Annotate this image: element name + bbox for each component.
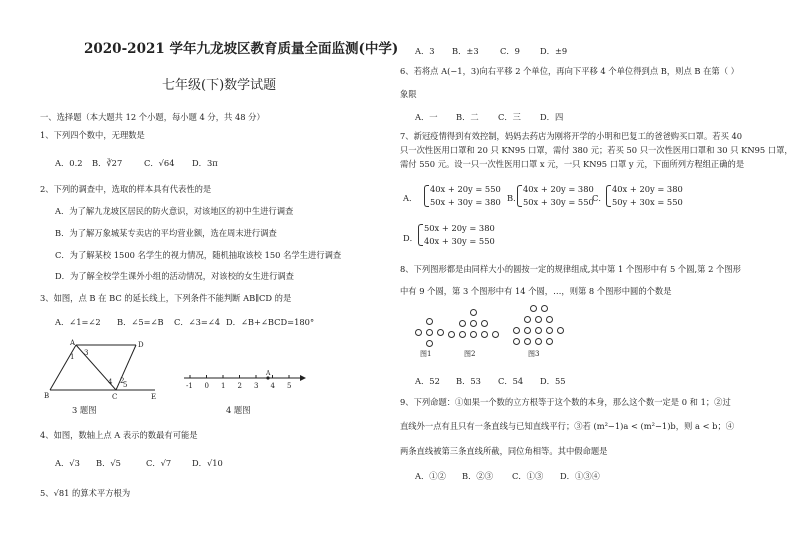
question-1-option-b: B．∛27 [92,158,123,168]
question-3-option-a: A．∠1=∠2 [55,317,101,327]
line-ab [50,345,76,390]
question-4-option-d: D．√10 [192,458,223,468]
question-9-option-a: A．①② [415,471,446,481]
question-9-line-2: 直线外一点有且只有一条直线与已知直线平行；③若 (m²−1)a < (m²−1)b，则 a < b；④ [400,421,735,431]
system-c-eq-2: 50y + 30x = 550 [612,197,683,207]
pattern-circle [546,327,553,334]
question-1-option-c: C．√64 [144,158,175,168]
pattern-circle [513,338,520,345]
question-7-system-a [424,183,501,209]
question-5-option-c: C．9 [500,46,520,56]
question-6-option-d: D．四 [540,112,564,122]
system-d-eq-1: 50x + 20y = 380 [424,223,495,233]
pattern-circle [535,338,542,345]
system-c-eq-1: 40x + 20y = 380 [612,184,683,194]
figure-3-parallelogram [40,338,170,416]
question-3-stem: 3、如图，点 B 在 BC 的延长线上，下列条件不能判断 AB∥CD 的是 [40,293,292,303]
question-9-option-b: B．②③ [462,471,493,481]
question-9-line-1: 9、下列命题：①如果一个数的立方根等于这个数的本身，那么这个数一定是 0 和 1；②过 [400,397,731,407]
question-8-line-2: 中有 9 个圆，第 3 个图形中有 14 个圆，…，则第 8 个图形中圆的个数是 [400,286,672,296]
question-7-line-2: 只一次性医用口罩和 20 只 KN95 口罩，需付 380 元；若买 50 只一次性医用口罩和 30 只 KN95 口罩， [400,145,793,155]
question-4-option-b: B．√5 [96,458,121,468]
pattern-circle [470,320,477,327]
question-9-option-c: C．①③ [512,471,544,481]
question-8-option-d: D．55 [540,376,566,386]
pattern-circle [481,320,488,327]
pattern-circle [437,329,444,336]
pattern-circle [530,305,537,312]
question-3-option-d: D．∠B+∠BCD=180° [226,317,315,327]
angle-1: 1 [70,353,75,361]
pattern-circle [492,331,499,338]
pattern-circle [546,338,553,345]
pattern-circle [513,327,520,334]
section-heading: 一、选择题（本大题共 12 个小题，每小题 4 分，共 48 分） [40,112,265,122]
question-9-option-d: D．①③④ [560,471,600,481]
axis-tick-label: 5 [287,382,292,390]
axis-arrow [300,375,306,381]
point-a-label: A [266,370,271,377]
question-5-option-a: A．3 [415,46,435,56]
pattern-circle [524,316,531,323]
question-6-line-1: 6、若将点 A(−1，3)向右平移 2 个单位，再向下平移 4 个单位得到点 B，则点 B 在第（ ） [400,66,739,76]
question-1-option-a: A．0.2 [55,158,83,168]
axis-tick-label: 1 [221,382,226,390]
question-8-option-c: C．54 [498,376,524,386]
axis-tick-label: 0 [204,382,209,390]
pattern-circle [448,331,455,338]
axis-tick-label: 2 [237,382,242,390]
question-6-line-2: 象限 [400,89,417,99]
system-d-eq-2: 40x + 30y = 550 [424,236,495,246]
question-5-option-d: D．±9 [540,46,568,56]
question-8-option-a: A．52 [415,376,440,386]
question-5-option-b: B．±3 [452,46,479,56]
pattern-circle [459,320,466,327]
question-1-option-d: D．3π [192,158,218,168]
pattern-circle [541,305,548,312]
pattern-circle [481,331,488,338]
question-7-label-b: B． [507,193,522,203]
system-b-eq-2: 50x + 30y = 550 [523,197,594,207]
pattern-caption-1: 图1 [420,350,432,358]
point-d: D [138,341,144,349]
question-6-option-b: B．二 [456,112,479,122]
system-b-eq-1: 40x + 20y = 380 [523,184,594,194]
axis-tick-label: 4 [270,382,275,390]
question-7-label-a: A． [403,193,418,203]
question-8-line-1: 8、下列图形都是由同样大小的圆按一定的规律组成,其中第 1 个图形中有 5 个圆,第 2 个图形 [400,264,741,274]
axis-tick-label: -1 [186,382,193,390]
pattern-caption-3: 图3 [528,350,540,358]
pattern-circle [524,327,531,334]
question-4-option-c: C．√7 [146,458,172,468]
pattern-circle [535,316,542,323]
question-7-label-d: D． [403,233,418,243]
figure-4-number-line [180,370,308,396]
question-2-stem: 2、下列的调查中，选取的样本具有代表性的是 [40,184,212,194]
question-2-option-a: A．为了解九龙坡区居民的防火意识，对该地区的初中生进行调查 [55,206,294,216]
pattern-circle [546,316,553,323]
question-7-system-d [418,222,495,248]
system-a-eq-1: 40x + 20y = 550 [430,184,501,194]
question-7-line-3: 需付 550 元。设一只一次性医用口罩 x 元，一只 KN95 口罩 y 元，下面所列方程组正确的是 [400,159,745,169]
pattern-circle [470,331,477,338]
pattern-circle [524,338,531,345]
question-4-option-a: A．√3 [55,458,80,468]
figure-4-caption: 4 题图 [226,405,251,415]
question-4-stem: 4、如图，数轴上点 A 表示的数最有可能是 [40,430,198,440]
point-b: B [44,392,50,400]
question-7-line-1: 7、新冠疫情得到有效控制，妈妈去药店为刚将开学的小明和巴复工的爸爸购买口罩。若买 40 [400,131,743,141]
pattern-circle [415,329,422,336]
question-7-label-c: C． [592,193,607,203]
pattern-circle [470,309,477,316]
question-6-option-c: C．三 [498,112,521,122]
exam-title: 2020-2021 学年九龙坡区教育质量全面监测(中学) [84,41,399,57]
question-7-system-b [517,183,594,209]
pattern-circle [557,327,564,334]
pattern-circle [535,327,542,334]
pattern-circle [426,329,433,336]
question-3-option-c: C．∠3=∠4 [174,317,221,327]
figure-3-caption: 3 题图 [72,405,97,415]
point-a: A [70,339,76,347]
pattern-circle [426,340,433,347]
angle-4: 4 [108,378,113,386]
angle-5: 5 [123,381,128,389]
question-2-option-b: B．为了解万象城某专卖店的平均营业额，选在周末进行调查 [55,228,277,238]
question-8-option-b: B．53 [456,376,481,386]
pattern-circle [426,318,433,325]
question-2-option-d: D．为了解全校学生课外小组的活动情况，对该校的女生进行调查 [55,271,294,281]
point-c: C [112,393,118,401]
angle-2: 2 [120,377,125,385]
question-2-option-c: C．为了解某校 1500 名学生的视力情况，随机抽取该校 150 名学生进行调查 [55,250,342,260]
exam-subtitle: 七年级(下)数学试题 [162,78,277,93]
point-e: E [151,393,157,401]
question-3-option-b: B．∠5=∠B [117,317,164,327]
pattern-caption-2: 图2 [464,350,476,358]
question-1-stem: 1、下列四个数中，无理数是 [40,130,145,140]
system-a-eq-2: 50x + 30y = 380 [430,197,501,207]
pattern-circle [459,331,466,338]
question-6-option-a: A．一 [415,112,438,122]
angle-3: 3 [84,349,89,357]
question-9-line-3: 两条直线被第三条直线所截，同位角相等。其中假命题是 [400,446,608,456]
question-7-system-c [606,183,683,209]
question-5-stem: 5、√81 的算术平方根为 [40,488,131,498]
axis-tick-label: 3 [254,382,259,390]
